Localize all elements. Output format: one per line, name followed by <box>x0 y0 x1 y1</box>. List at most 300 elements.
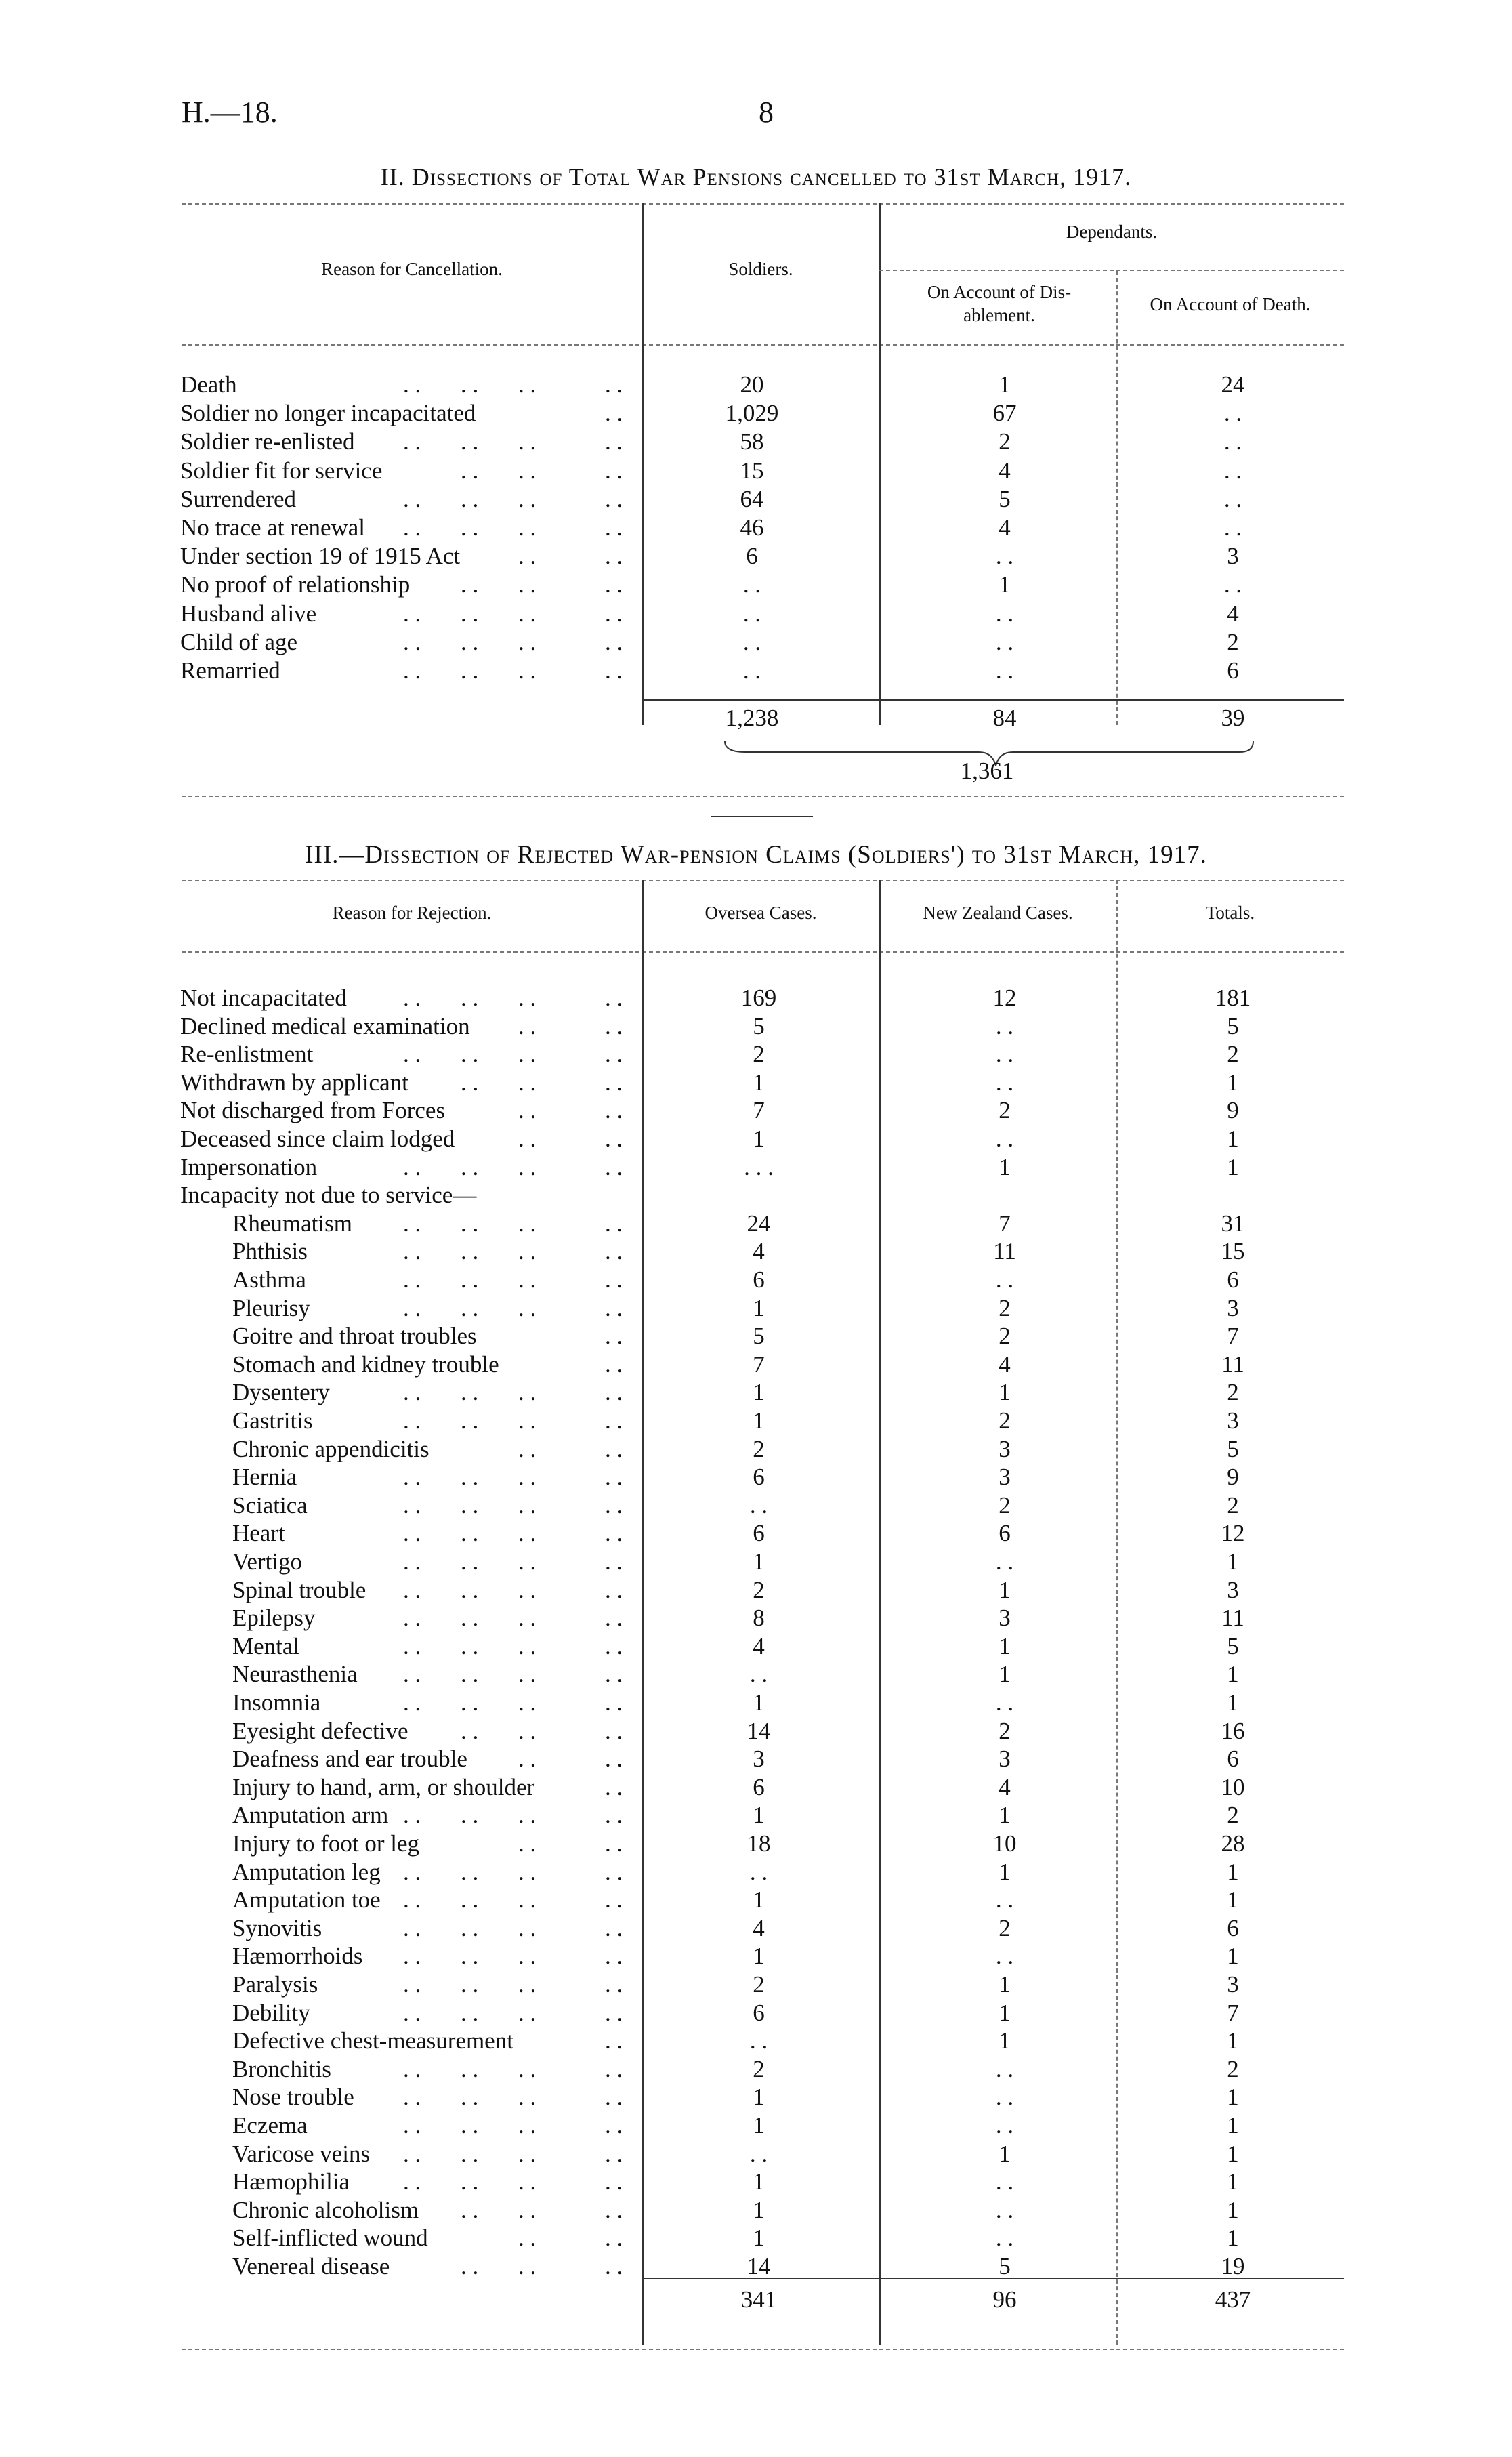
dot-leader: . . <box>403 371 421 398</box>
disablement-cell: 1 <box>999 371 1011 398</box>
dot-leader: . . <box>518 1294 537 1321</box>
dot-leader: . . <box>461 2196 479 2223</box>
oversea-cell: 2 <box>753 2055 765 2082</box>
dot-leader: . . <box>403 485 421 512</box>
table3-row <box>0 1519 1512 1548</box>
row-label: Vertigo <box>232 1548 303 1575</box>
table3-row <box>0 2196 1512 2225</box>
dot-leader: . . <box>518 1717 537 1744</box>
table3-row <box>0 1660 1512 1689</box>
dot-leader: . . <box>461 485 479 512</box>
dot-leader: . . <box>518 2196 537 2223</box>
nz-cell: 2 <box>999 1407 1011 1434</box>
table3-header-nz: New Zealand Cases. <box>923 903 1073 923</box>
row-label: Defective chest-measurement <box>232 2027 513 2055</box>
table3-row <box>0 1689 1512 1717</box>
oversea-cell: 1 <box>753 2225 765 2252</box>
dot-leader: . . <box>461 514 479 541</box>
soldiers-cell: . . <box>742 628 761 655</box>
nz-cell: 1 <box>999 1153 1011 1180</box>
row-label: Amputation toe <box>232 1886 381 1914</box>
disablement-cell: . . <box>995 543 1014 570</box>
dot-leader: . . <box>518 1548 537 1575</box>
dot-leader: . . <box>605 1971 623 1998</box>
dot-leader: . . <box>461 985 479 1011</box>
soldiers-cell: 15 <box>740 457 764 484</box>
table3-row <box>0 984 1512 1012</box>
row-label: Bronchitis <box>232 2055 331 2082</box>
row-label: Not discharged from Forces <box>180 1097 446 1124</box>
table3-row <box>0 2140 1512 2168</box>
dot-leader: . . <box>518 543 537 570</box>
dot-leader: . . <box>605 2168 623 2195</box>
nz-cell: 2 <box>999 1097 1011 1124</box>
dot-leader: . . <box>403 1576 421 1603</box>
dot-leader: . . <box>461 2253 479 2279</box>
dot-leader: . . <box>403 1605 421 1632</box>
oversea-cell: 169 <box>740 985 777 1011</box>
dot-leader: . . <box>518 1632 537 1659</box>
table3-row <box>0 2252 1512 2281</box>
nz-cell: 11 <box>993 1238 1016 1265</box>
death-cell: 24 <box>1221 371 1245 398</box>
table2-title: II. Dissections of Total War Pensions cancelled to 31st March, 1917. <box>380 163 1132 190</box>
dot-leader: . . <box>605 1041 623 1068</box>
table3-row <box>0 1012 1512 1041</box>
dot-leader: . . <box>461 1802 479 1829</box>
dot-leader: . . <box>605 1830 623 1857</box>
dot-leader: . . <box>605 371 623 398</box>
dot-leader: . . <box>518 1943 537 1970</box>
dot-leader: . . <box>605 2253 623 2279</box>
total-cell: 19 <box>1221 2253 1245 2279</box>
total-cell: 1 <box>1227 1153 1239 1180</box>
row-label: Stomach and kidney trouble <box>232 1350 499 1378</box>
table2-row <box>0 571 1512 599</box>
dot-leader: . . <box>403 1689 421 1716</box>
dot-leader: . . <box>461 1605 479 1632</box>
table3-row <box>0 1378 1512 1407</box>
oversea-cell: 1 <box>753 2168 765 2195</box>
oversea-cell: . . <box>749 2027 768 2055</box>
dot-leader: . . <box>518 1435 537 1462</box>
table3-row <box>0 1096 1512 1125</box>
dot-leader: . . <box>461 1971 479 1998</box>
dot-leader: . . <box>403 2055 421 2082</box>
table3-row <box>0 1942 1512 1970</box>
oversea-cell: 4 <box>753 1632 765 1659</box>
row-label: Hæmorrhoids <box>232 1943 363 1970</box>
section-separator <box>711 816 813 817</box>
dot-leader: . . <box>605 2084 623 2111</box>
total-cell: 1 <box>1227 2168 1239 2195</box>
row-label: Spinal trouble <box>232 1576 366 1603</box>
table3-row <box>0 1491 1512 1520</box>
row-label: Declined medical examination <box>180 1012 470 1039</box>
dot-leader: . . <box>403 1971 421 1998</box>
death-cell: . . <box>1223 514 1242 541</box>
nz-cell: 1 <box>999 1576 1011 1603</box>
nz-cell: . . <box>995 2225 1014 2252</box>
dot-leader: . . <box>605 1548 623 1575</box>
dot-leader: . . <box>518 1097 537 1124</box>
dot-leader: . . <box>518 1886 537 1914</box>
nz-cell: 2 <box>999 1294 1011 1321</box>
dot-leader: . . <box>403 1407 421 1434</box>
dot-leader: . . <box>605 1802 623 1829</box>
table2-header-disablement: On Account of Dis-ablement. <box>927 282 1072 325</box>
nz-cell: 3 <box>999 1746 1011 1773</box>
dot-leader: . . <box>403 428 421 455</box>
dot-leader: . . <box>518 1153 537 1180</box>
total-cell: 3 <box>1227 1294 1239 1321</box>
nz-cell: 1 <box>999 1661 1011 1688</box>
row-label: Rheumatism <box>232 1210 352 1237</box>
total-cell: 6 <box>1227 1914 1239 1941</box>
row-label: Insomnia <box>232 1689 321 1716</box>
row-label: Soldier re-enlisted <box>180 428 355 455</box>
nz-cell: 5 <box>999 2253 1011 2279</box>
row-label: Impersonation <box>180 1153 318 1180</box>
dot-leader: . . <box>403 1294 421 1321</box>
dot-leader: . . <box>518 1379 537 1406</box>
table2-top-rule <box>182 203 1344 205</box>
total-cell: 1 <box>1227 2140 1239 2167</box>
dot-leader: . . <box>461 1069 479 1096</box>
dot-leader: . . <box>403 985 421 1011</box>
dot-leader: . . <box>518 371 537 398</box>
row-label: Pleurisy <box>232 1294 310 1321</box>
oversea-cell: 1 <box>753 1802 765 1829</box>
dot-leader: . . <box>605 2225 623 2252</box>
dot-leader: . . <box>518 571 537 598</box>
dot-leader: . . <box>403 1943 421 1970</box>
total-cell: 2 <box>1227 1379 1239 1406</box>
oversea-cell: 18 <box>747 1830 771 1857</box>
table3-row <box>0 1125 1512 1153</box>
row-label: Varicose veins <box>232 2140 371 2167</box>
oversea-cell: 14 <box>747 2253 771 2279</box>
dot-leader: . . <box>605 1012 623 1039</box>
dot-leader: . . <box>605 400 623 427</box>
oversea-cell: . . <box>749 1491 768 1519</box>
dot-leader: . . <box>605 1407 623 1434</box>
total-cell: 15 <box>1221 1238 1245 1265</box>
table3-row <box>0 2027 1512 2055</box>
dependants-rule <box>879 270 1344 271</box>
total-cell: 1 <box>1227 1886 1239 1914</box>
dot-leader: . . <box>605 1689 623 1716</box>
dot-leader: . . <box>518 2055 537 2082</box>
dot-leader: . . <box>605 1858 623 1885</box>
dot-leader: . . <box>461 371 479 398</box>
dot-leader: . . <box>518 1012 537 1039</box>
soldiers-cell: . . <box>742 571 761 598</box>
oversea-cell: . . . <box>744 1153 774 1180</box>
nz-cell: . . <box>995 1943 1014 1970</box>
nz-cell: 1 <box>999 1971 1011 1998</box>
dot-leader: . . <box>605 1266 623 1293</box>
total-cell: 9 <box>1227 1097 1239 1124</box>
table3-row <box>0 1350 1512 1379</box>
dot-leader: . . <box>518 1605 537 1632</box>
dot-leader: . . <box>403 2140 421 2167</box>
nz-cell: . . <box>995 1126 1014 1152</box>
dot-leader: . . <box>403 1491 421 1519</box>
row-label: Surrendered <box>180 485 297 512</box>
table3-row <box>0 2055 1512 2084</box>
row-label: Mental <box>232 1632 300 1659</box>
total-cell: 1 <box>1227 1689 1239 1716</box>
disablement-cell: . . <box>995 600 1014 627</box>
dot-leader: . . <box>605 2027 623 2055</box>
total-cell: 31 <box>1221 1210 1245 1237</box>
table3-row <box>0 1801 1512 1830</box>
total-cell: 7 <box>1227 1323 1239 1350</box>
row-label: Amputation leg <box>232 1858 381 1885</box>
dot-leader: . . <box>605 1126 623 1152</box>
nz-cell: 12 <box>992 985 1017 1011</box>
oversea-cell: 1 <box>753 2084 765 2111</box>
dot-leader: . . <box>518 1802 537 1829</box>
dot-leader: . . <box>461 1943 479 1970</box>
oversea-cell: 1 <box>753 1069 765 1096</box>
dot-leader: . . <box>605 1153 623 1180</box>
dot-leader: . . <box>605 2055 623 2082</box>
row-label: Withdrawn by applicant <box>180 1069 408 1096</box>
dot-leader: . . <box>461 1041 479 1068</box>
dot-leader: . . <box>403 1379 421 1406</box>
dot-leader: . . <box>403 1661 421 1688</box>
dot-leader: . . <box>518 1520 537 1547</box>
dot-leader: . . <box>403 1464 421 1491</box>
dot-leader: . . <box>518 2084 537 2111</box>
row-label: Under section 19 of 1915 Act <box>180 543 461 570</box>
dot-leader: . . <box>403 628 421 655</box>
dot-leader: . . <box>461 571 479 598</box>
table2-row <box>0 428 1512 456</box>
dot-leader: . . <box>461 1717 479 1744</box>
row-label: Amputation arm <box>232 1802 389 1829</box>
dot-leader: . . <box>461 2168 479 2195</box>
row-label: Nose trouble <box>232 2084 354 2111</box>
table3-row <box>0 1999 1512 2027</box>
nz-cell: 10 <box>992 1830 1017 1857</box>
dot-leader: . . <box>605 1773 623 1800</box>
dot-leader: . . <box>403 2084 421 2111</box>
dot-leader: . . <box>518 1266 537 1293</box>
dot-leader: . . <box>403 1999 421 2026</box>
row-label: Deceased since claim lodged <box>180 1126 455 1152</box>
death-cell: . . <box>1223 485 1242 512</box>
dot-leader: . . <box>461 1999 479 2026</box>
soldiers-cell: 1,029 <box>725 400 779 427</box>
table3-sum-rule <box>642 2278 1344 2279</box>
table3-row <box>0 1830 1512 1858</box>
oversea-cell: 6 <box>753 1999 765 2026</box>
row-label: Child of age <box>180 628 298 655</box>
oversea-cell: 1 <box>753 1407 765 1434</box>
table3-row <box>0 1632 1512 1661</box>
nz-cell: . . <box>995 2112 1014 2139</box>
table3-row <box>0 1294 1512 1323</box>
row-label: Debility <box>232 1999 310 2026</box>
table3-row <box>0 2168 1512 2196</box>
table3-row <box>0 1069 1512 1097</box>
oversea-cell: 1 <box>753 1294 765 1321</box>
disablement-cell: 1 <box>999 571 1011 598</box>
nz-cell: . . <box>995 1012 1014 1039</box>
table3-bottom-rule <box>182 2349 1344 2350</box>
nz-cell: . . <box>995 1041 1014 1068</box>
dot-leader: . . <box>461 457 479 484</box>
nz-cell: . . <box>995 2168 1014 2195</box>
total-cell: 2 <box>1227 2055 1239 2082</box>
nz-cell: . . <box>995 1886 1014 1914</box>
soldiers-cell: . . <box>742 600 761 627</box>
dot-leader: . . <box>403 1886 421 1914</box>
table2-row <box>0 657 1512 685</box>
soldiers-cell: 64 <box>740 485 764 512</box>
row-label: Death <box>180 371 237 398</box>
dot-leader: . . <box>461 1294 479 1321</box>
dot-leader: . . <box>403 600 421 627</box>
table3-row <box>0 1407 1512 1435</box>
page-reference: H.—18. <box>182 96 278 129</box>
total-cell: 1 <box>1227 2112 1239 2139</box>
nz-cell: . . <box>995 1266 1014 1293</box>
dot-leader: . . <box>403 1266 421 1293</box>
table2-row <box>0 399 1512 428</box>
dot-leader: . . <box>403 1802 421 1829</box>
table3-row <box>0 1040 1512 1069</box>
oversea-cell: 3 <box>753 1746 765 1773</box>
nz-cell: 3 <box>999 1464 1011 1491</box>
oversea-cell: 1 <box>753 1379 765 1406</box>
dot-leader: . . <box>518 1126 537 1152</box>
table2-row <box>0 371 1512 399</box>
row-label: Venereal disease <box>232 2253 390 2279</box>
dot-leader: . . <box>605 1520 623 1547</box>
row-label: Injury to hand, arm, or shoulder <box>232 1773 535 1800</box>
death-cell: 2 <box>1227 628 1239 655</box>
row-label: No trace at renewal <box>180 514 366 541</box>
oversea-cell: 5 <box>753 1012 765 1039</box>
dot-leader: . . <box>605 628 623 655</box>
total-cell: 3 <box>1227 1407 1239 1434</box>
table2-row <box>0 600 1512 628</box>
nz-cell: 1 <box>999 2027 1011 2055</box>
total-cell: 1 <box>1227 1858 1239 1885</box>
dot-leader: . . <box>461 1886 479 1914</box>
dot-leader: . . <box>518 2225 537 2252</box>
dot-leader: . . <box>518 1464 537 1491</box>
dot-leader: . . <box>605 1746 623 1773</box>
nz-cell: 1 <box>999 1999 1011 2026</box>
nz-cell: 2 <box>999 1914 1011 1941</box>
row-label: Asthma <box>232 1266 306 1293</box>
table3-row <box>0 1322 1512 1350</box>
dot-leader: . . <box>605 1379 623 1406</box>
dot-leader: . . <box>403 1548 421 1575</box>
total-cell: 5 <box>1227 1435 1239 1462</box>
dot-leader: . . <box>605 657 623 684</box>
total-cell: 7 <box>1227 1999 1239 2026</box>
soldiers-cell: 46 <box>740 514 764 541</box>
nz-cell: . . <box>995 2196 1014 2223</box>
dot-leader: . . <box>605 2196 623 2223</box>
dot-leader: . . <box>605 1999 623 2026</box>
row-label: No proof of relationship <box>180 571 411 598</box>
table3-row <box>0 1604 1512 1632</box>
oversea-cell: 1 <box>753 1548 765 1575</box>
disablement-cell: 4 <box>999 514 1011 541</box>
dot-leader: . . <box>605 1661 623 1688</box>
table2-row <box>0 514 1512 542</box>
dot-leader: . . <box>518 1238 537 1265</box>
dot-leader: . . <box>518 1210 537 1237</box>
oversea-cell: 7 <box>753 1350 765 1378</box>
disablement-cell: 2 <box>999 428 1011 455</box>
dot-leader: . . <box>605 1210 623 1237</box>
row-label: Soldier no longer incapacitated <box>180 400 476 427</box>
oversea-cell: 2 <box>753 1971 765 1998</box>
total-cell: 1 <box>1227 1943 1239 1970</box>
dot-leader: . . <box>403 1153 421 1180</box>
row-label: Chronic alcoholism <box>232 2196 419 2223</box>
table3-row <box>0 1914 1512 1943</box>
dot-leader: . . <box>461 657 479 684</box>
total-cell: 1 <box>1227 1126 1239 1152</box>
table3-total-totals: 437 <box>1215 2286 1251 2313</box>
dot-leader: . . <box>518 1069 537 1096</box>
nz-cell: 3 <box>999 1435 1011 1462</box>
table2-header-soldiers: Soldiers. <box>728 259 793 279</box>
table3-total-oversea: 341 <box>740 2286 777 2313</box>
dot-leader: . . <box>461 1464 479 1491</box>
row-label: Hæmophilia <box>232 2168 350 2195</box>
table3-row <box>0 1266 1512 1294</box>
dot-leader: . . <box>461 1407 479 1434</box>
dot-leader: . . <box>605 571 623 598</box>
total-cell: 3 <box>1227 1971 1239 1998</box>
table2-row <box>0 542 1512 571</box>
dot-leader: . . <box>403 1632 421 1659</box>
oversea-cell: 8 <box>753 1605 765 1632</box>
oversea-cell: 6 <box>753 1266 765 1293</box>
dot-leader: . . <box>518 1491 537 1519</box>
dot-leader: . . <box>403 1520 421 1547</box>
dot-leader: . . <box>605 485 623 512</box>
table2-total-death: 39 <box>1221 705 1245 731</box>
row-label: Synovitis <box>232 1914 322 1941</box>
page-number: 8 <box>759 96 774 129</box>
dot-leader: . . <box>518 514 537 541</box>
oversea-cell: 2 <box>753 1576 765 1603</box>
nz-cell: . . <box>995 1069 1014 1096</box>
dot-leader: . . <box>461 2112 479 2139</box>
row-label: Not incapacitated <box>180 985 347 1011</box>
death-cell: 6 <box>1227 657 1239 684</box>
nz-cell: . . <box>995 1548 1014 1575</box>
table3-row <box>0 1548 1512 1576</box>
table2-bottom-rule <box>182 796 1344 797</box>
total-cell: 1 <box>1227 2225 1239 2252</box>
dot-leader: . . <box>605 1350 623 1378</box>
dot-leader: . . <box>461 1379 479 1406</box>
dot-leader: . . <box>461 1548 479 1575</box>
oversea-cell: 4 <box>753 1914 765 1941</box>
